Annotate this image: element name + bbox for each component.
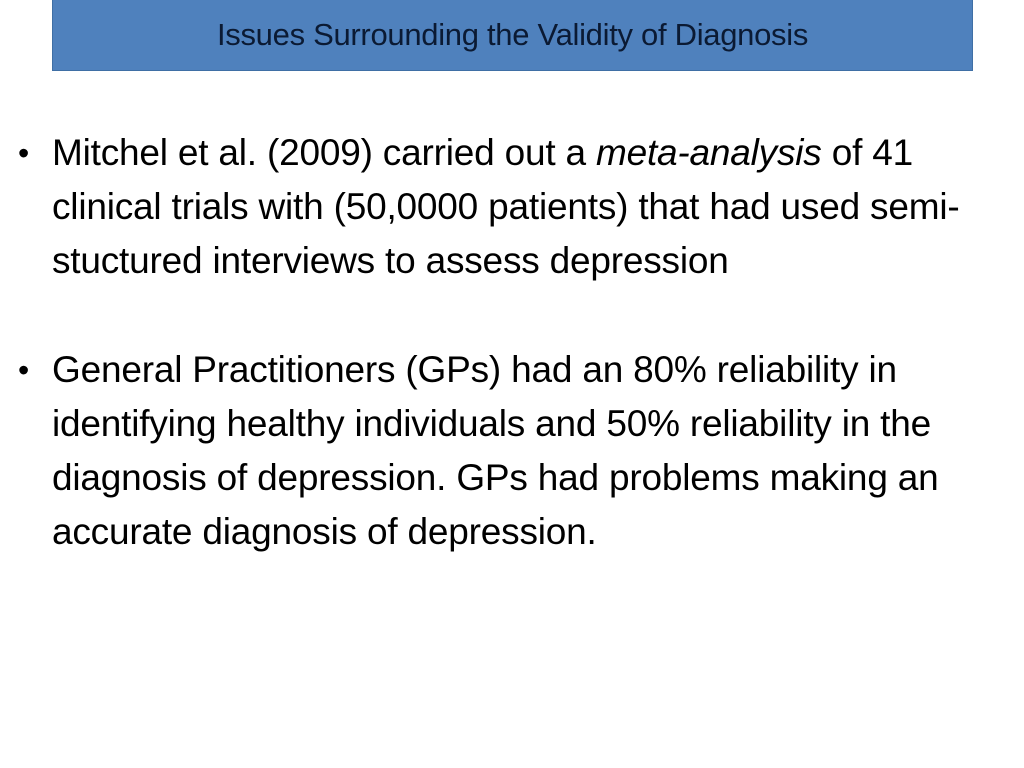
title-bar [52, 0, 973, 71]
slide-content [18, 126, 1008, 559]
bullet-text: General Practitioners (GPs) had an 80% reliability in identifying healthy individuals and 50% reliability in the diagnosis of depression. GPs had problems making an accurate diagnosis of depression. [52, 349, 939, 552]
bullet-text-italic: meta-analysis [595, 132, 822, 173]
bullet-item-gp-reliability [18, 343, 1008, 559]
bullet-item-meta-analysis [18, 126, 1008, 288]
bullet-icon: • [18, 352, 30, 388]
bullet-text-part2: of 41 clinical trials with (50,0000 patients) that had used semi- stuctured interviews to assess depression [52, 132, 960, 281]
bullet-icon: • [18, 135, 30, 171]
bullet-text-part1: Mitchel et al. (2009) carried out a [52, 132, 596, 173]
slide-title: Issues Surrounding the Validity of Diagnosis [216, 17, 809, 52]
